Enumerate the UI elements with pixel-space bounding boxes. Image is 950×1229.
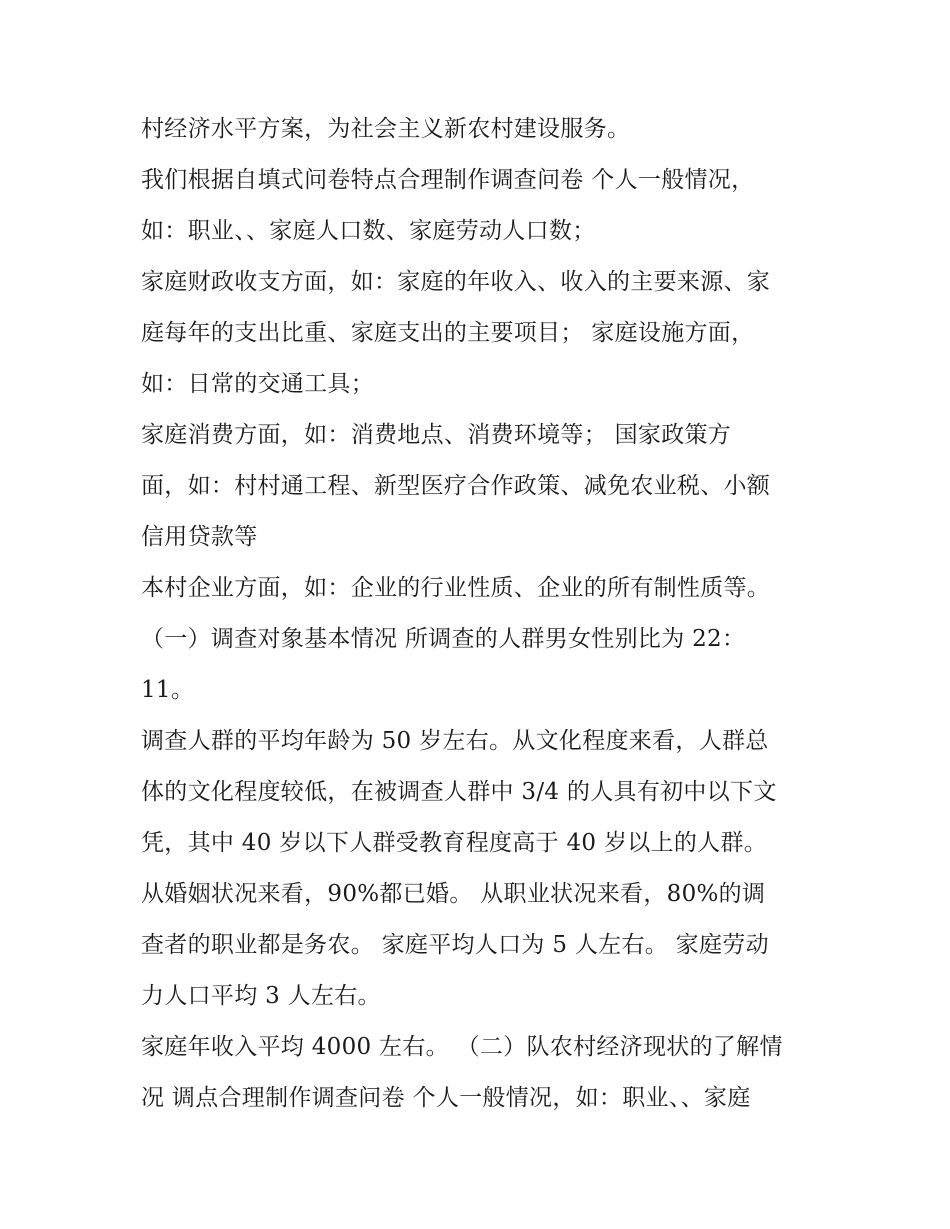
text-line: 我们根据自填式问卷特点合理制作调查问卷 个人一般情况，	[141, 167, 755, 193]
text-line: 村经济水平方案，为社会主义新农村建设服务。	[141, 116, 631, 142]
text-line: 力人口平均 3 人左右。	[141, 983, 381, 1009]
text-line: 如：日常的交通工具；	[141, 371, 374, 397]
text-line: 调查人群的平均年龄为 50 岁左右。从文化程度来看，人群总	[141, 728, 769, 754]
text-line: 庭每年的支出比重、家庭支出的主要项目； 家庭设施方面，	[141, 320, 755, 346]
text-line: 体的文化程度较低，在被调查人群中 3/4 的人具有初中以下文	[141, 779, 777, 805]
text-line: 从婚姻状况来看，90%都已婚。 从职业状况来看，80%的调	[141, 881, 766, 907]
text-line: 凭，其中 40 岁以下人群受教育程度高于 40 岁以上的人群。	[141, 830, 768, 856]
text-line: 家庭年收入平均 4000 左右。 （二）队农村经济现状的了解情	[141, 1034, 783, 1060]
text-line: 本村企业方面，如：企业的行业性质、企业的所有制性质等。	[141, 575, 771, 601]
text-line: 家庭财政收支方面，如：家庭的年收入、收入的主要来源、家	[141, 269, 771, 295]
text-line: 面，如：村村通工程、新型医疗合作政策、减免农业税、小额	[141, 473, 771, 499]
text-line: （一）调查对象基本情况 所调查的人群男女性别比为 22：	[141, 626, 746, 652]
body-text	[141, 104, 821, 1124]
text-line: 查者的职业都是务农。 家庭平均人口为 5 人左右。 家庭劳动	[141, 932, 769, 958]
text-line: 况 调点合理制作调查问卷 个人一般情况，如：职业、、家庭	[141, 1085, 751, 1111]
text-line: 如：职业、、家庭人口数、家庭劳动人口数；	[141, 218, 596, 244]
text-line: 11。	[141, 677, 195, 703]
text-line: 家庭消费方面，如：消费地点、消费环境等； 国家政策方	[141, 422, 732, 448]
text-line: 信用贷款等	[141, 524, 258, 550]
